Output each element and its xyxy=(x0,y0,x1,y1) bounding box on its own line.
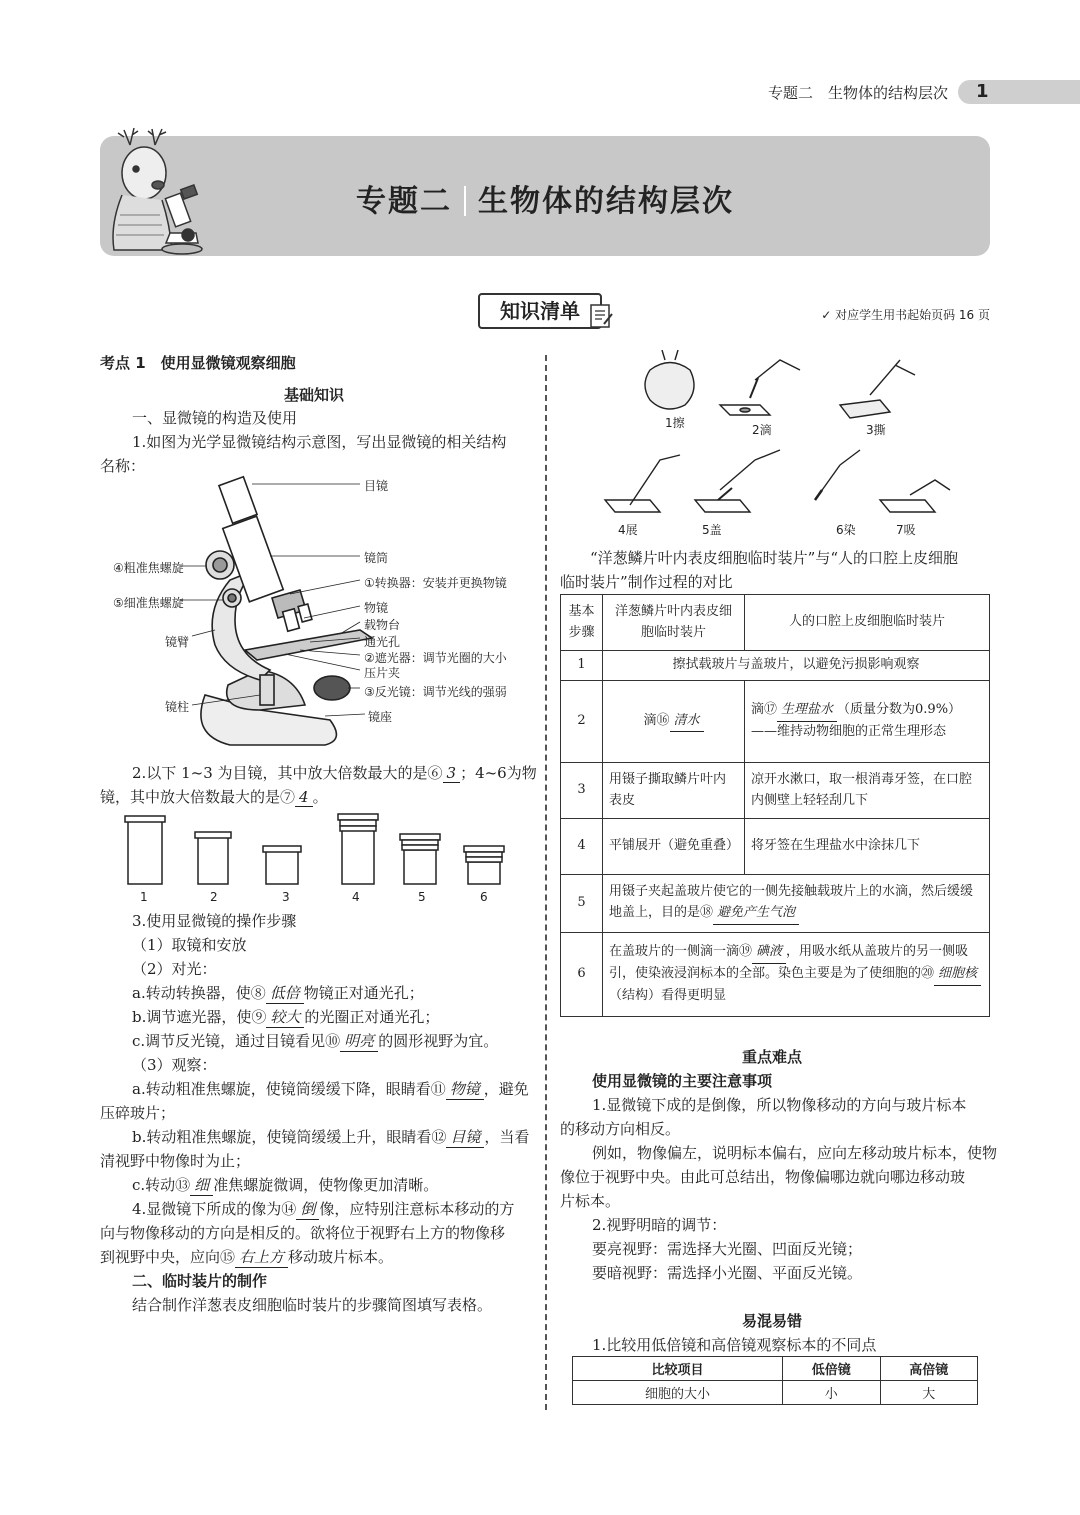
step-label-4: 4展 xyxy=(618,523,638,537)
label-aperture: 通光孔 xyxy=(364,635,401,649)
label-diaphragm: ②遮光器：调节光圈的大小 xyxy=(364,651,507,665)
cylinder-label-4: 4 xyxy=(352,890,360,904)
key-point-5: 要暗视野：需选择小光圈、平面反光镜。 xyxy=(592,1264,863,1282)
table-row: 细胞的大小 小 大 xyxy=(573,1381,978,1405)
column-header: 人的口腔上皮细胞临时装片 xyxy=(745,595,990,651)
cylinder-label-2: 2 xyxy=(210,890,218,904)
question-1-line-2: 名称： xyxy=(100,457,146,475)
step-label-7: 7吸 xyxy=(896,523,916,537)
section-2-text: 结合制作洋葱表皮细胞临时装片的步骤简图填写表格。 xyxy=(132,1296,493,1314)
answer-blank: 细胞核 xyxy=(934,964,981,986)
answer-blank: 细 xyxy=(190,1174,213,1196)
answer-blank: 目镜 xyxy=(446,1126,484,1148)
key-point-2b: 像位于视野中央。由此可总结出，物像偏哪边就向哪边移动玻 xyxy=(560,1168,966,1186)
table-row: 4 平铺展开（避免重叠） 将牙签在生理盐水中涂抹几下 xyxy=(561,819,990,875)
answer-blank: 明亮 xyxy=(340,1030,378,1052)
label-coarse-focus: ④粗准焦螺旋 xyxy=(113,561,184,575)
chapter-name: 生物体的结构层次 xyxy=(478,184,734,219)
common-mistakes-heading: 易混易错 xyxy=(742,1312,803,1330)
question-1-line-1: 1.如图为光学显微镜结构示意图，写出显微镜的相关结构 xyxy=(132,433,507,451)
table-row: 1 擦拭载玻片与盖玻片，以避免污损影响观察 xyxy=(561,651,990,681)
lens-cylinders-figure xyxy=(120,810,530,910)
common-mistake-1: 1.比较用低倍镜和高倍镜观察标本的不同点 xyxy=(592,1336,877,1354)
answer-blank: 低倍 xyxy=(266,982,304,1004)
step-3: （3）观察： xyxy=(132,1056,217,1074)
basic-knowledge-heading: 基础知识 xyxy=(284,386,345,404)
page-reference: ✓ 对应学生用书起始页码 16 页 xyxy=(821,308,990,322)
question-2-line-1: 2.以下 1~3 为目镜，其中放大倍数最大的是⑥ 3 ；4~6为物 xyxy=(132,764,537,782)
question-4-line-3: 到视野中央，应向⑮ 右上方 移动玻片标本。 xyxy=(100,1248,394,1266)
answer-blank: 4 xyxy=(295,788,313,807)
step-3a: a.转动粗准焦螺旋，使镜筒缓缓下降，眼睛看⑪ 物镜 ，避免 xyxy=(132,1080,529,1098)
step-2: （2）对光： xyxy=(132,960,217,978)
key-point-2a: 例如，物像偏左，说明标本偏右，应向左移动玻片标本，使物 xyxy=(592,1144,998,1162)
question-4-line-1: 4.显微镜下所成的像为⑭ 倒 像，应特别注意标本移动的方 xyxy=(132,1200,515,1218)
key-point-1a: 1.显微镜下成的是倒像，所以物像移动的方向与玻片标本 xyxy=(592,1096,967,1114)
key-point-1b: 的移动方向相反。 xyxy=(560,1120,681,1138)
comparison-intro-line-2: 临时装片”制作过程的对比 xyxy=(560,573,733,591)
step-3b-cont: 清视野中物像时为止； xyxy=(100,1152,251,1170)
table-row: 3 用镊子撕取鳞片叶内表皮 凉开水漱口，取一根消毒牙签，在口腔内侧壁上轻轻刮几下 xyxy=(561,763,990,819)
label-objective: 物镜 xyxy=(364,601,389,615)
label-clip: 压片夹 xyxy=(364,666,401,680)
step-label-3: 3撕 xyxy=(866,423,886,437)
column-header: 低倍镜 xyxy=(783,1357,881,1381)
cylinder-label-5: 5 xyxy=(418,890,426,904)
section-heading-1: 一、显微镜的构造及使用 xyxy=(132,409,298,427)
answer-blank: 倒 xyxy=(296,1198,319,1220)
column-header: 洋葱鳞片叶内表皮细胞临时装片 xyxy=(603,595,745,651)
label-stage: 载物台 xyxy=(364,618,401,632)
running-head xyxy=(768,80,1080,104)
column-header: 高倍镜 xyxy=(880,1357,978,1381)
cylinder-label-3: 3 xyxy=(282,890,290,904)
key-point-4: 要亮视野：需选择大光圈、凹面反光镜； xyxy=(592,1240,863,1258)
question-3: 3.使用显微镜的操作步骤 xyxy=(132,912,297,930)
answer-blank: 生理盐水 xyxy=(777,700,837,722)
step-label-1: 1擦 xyxy=(665,416,685,430)
kaodian-heading: 考点 1 使用显微镜观察细胞 xyxy=(100,354,296,372)
step-2c: c.调节反光镜，通过目镜看见⑩ 明亮 的圆形视野为宜。 xyxy=(132,1032,499,1050)
table-header-row xyxy=(573,1357,978,1381)
label-mirror: ③反光镜：调节光线的强弱 xyxy=(364,685,507,699)
question-4-line-2: 向与物像移动的方向是相反的。欲将位于视野右上方的物像移 xyxy=(100,1224,506,1242)
key-point-2c: 片标本。 xyxy=(560,1192,621,1210)
label-tube: 镜筒 xyxy=(364,551,389,565)
chapter-number: 专题二 xyxy=(356,184,452,219)
chapter-title xyxy=(100,176,990,220)
label-pillar: 镜柱 xyxy=(165,700,190,714)
table-header-row xyxy=(561,595,990,651)
comparison-table xyxy=(560,594,990,1017)
label-fine-focus: ⑤细准焦螺旋 xyxy=(113,596,184,610)
step-1: （1）取镜和安放 xyxy=(132,936,247,954)
answer-blank: 碘液 xyxy=(752,942,786,964)
cylinder-label-1: 1 xyxy=(140,890,148,904)
column-divider xyxy=(545,355,547,1410)
notepad-icon xyxy=(588,302,614,330)
slide-preparation-steps-figure xyxy=(590,350,970,545)
step-label-5: 5盖 xyxy=(702,523,722,537)
key-point-3: 2.视野明暗的调节： xyxy=(592,1216,727,1234)
answer-blank: 清水 xyxy=(670,711,704,733)
column-header: 比较项目 xyxy=(573,1357,783,1381)
step-2b: b.调节遮光器，使⑨ 较大 的光圈正对通光孔； xyxy=(132,1008,440,1026)
table-row: 5 用镊子夹起盖玻片使它的一侧先接触载玻片上的水滴，然后缓缓地盖上，目的是⑱ 避免产生气泡 xyxy=(561,875,990,933)
table-row: 2 滴⑯ 清水 滴⑰ 生理盐水 （质量分数为0.9%）——维持动物细胞的正常生理形态 xyxy=(561,681,990,763)
label-base: 镜座 xyxy=(368,710,393,724)
cylinder-label-6: 6 xyxy=(480,890,488,904)
answer-blank: 右上方 xyxy=(235,1246,288,1268)
magnification-table xyxy=(572,1356,978,1405)
chapter-banner xyxy=(100,136,990,256)
answer-blank: 3 xyxy=(443,764,461,783)
answer-blank: 物镜 xyxy=(446,1078,484,1100)
comparison-intro-line-1: “洋葱鳞片叶内表皮细胞临时装片”与“人的口腔上皮细胞 xyxy=(590,549,959,567)
label-eyepiece: 目镜 xyxy=(364,479,389,493)
title-separator xyxy=(464,186,466,216)
step-3a-cont: 压碎玻片； xyxy=(100,1104,176,1122)
answer-blank: 较大 xyxy=(266,1006,304,1028)
key-points-subheading: 使用显微镜的主要注意事项 xyxy=(592,1072,773,1090)
label-converter: ①转换器：安装并更换物镜 xyxy=(364,576,507,590)
step-label-6: 6染 xyxy=(836,523,856,537)
column-header: 基本步骤 xyxy=(561,595,603,651)
step-label-2: 2滴 xyxy=(752,423,772,437)
running-title: 专题二 生物体的结构层次 xyxy=(767,83,948,102)
page-number: 1 xyxy=(958,80,1080,104)
question-2-line-2: 镜，其中放大倍数最大的是⑦ 4 。 xyxy=(100,788,328,806)
section-tag: 知识清单 xyxy=(478,293,602,329)
step-3b: b.转动粗准焦螺旋，使镜筒缓缓上升，眼睛看⑫ 目镜 ，当看 xyxy=(132,1128,530,1146)
table-row: 6 在盖玻片的一侧滴一滴⑲ 碘液 ，用吸水纸从盖玻片的另一侧吸引，使染液浸润标本的全部。染色主要是为了使细胞的⑳ 细胞核（结构）看得更明显 xyxy=(561,933,990,1017)
step-3c: c.转动⑬ 细 准焦螺旋微调，使物像更加清晰。 xyxy=(132,1176,439,1194)
step-2a: a.转动转换器，使⑧ 低倍 物镜正对通光孔； xyxy=(132,984,424,1002)
section-heading-2: 二、临时装片的制作 xyxy=(132,1272,268,1290)
key-points-heading: 重点难点 xyxy=(742,1048,803,1066)
deer-mascot-illustration xyxy=(100,125,210,260)
answer-blank: 避免产生气泡 xyxy=(713,903,799,925)
label-arm: 镜臂 xyxy=(165,635,190,649)
check-icon: ✓ xyxy=(821,308,832,322)
